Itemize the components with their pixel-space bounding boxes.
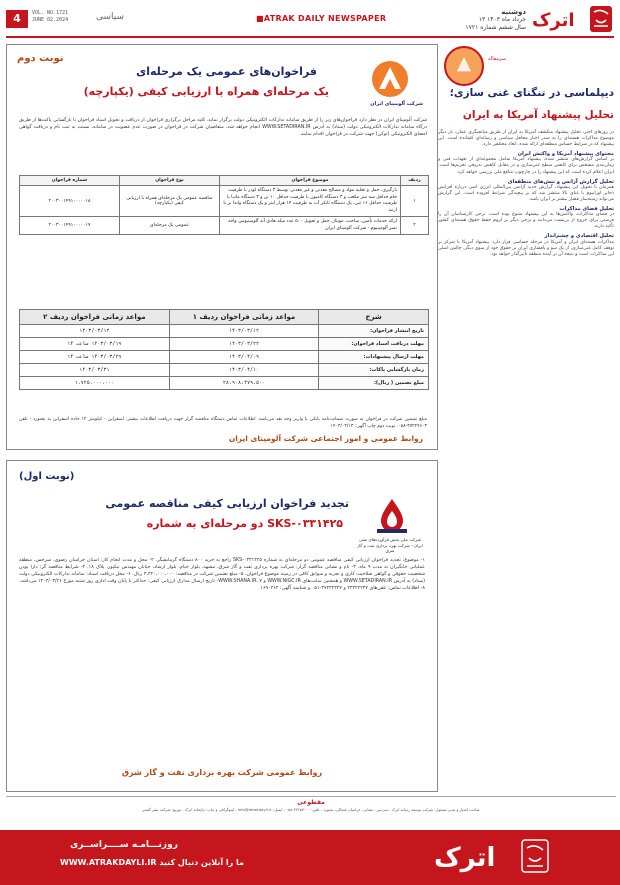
table-header-row: [20, 310, 429, 325]
ad2-company-name: شرکت ملی پخش فرآورده‌های نفتی ایران - شرکت بهره برداری نفت و گاز شرق: [357, 537, 423, 553]
section-name: سیاسی: [96, 12, 125, 22]
page-number: 4: [6, 10, 28, 28]
row-index: ۲: [401, 217, 429, 235]
sched-r1: ۲۸،۹۰۸،۴۷۹،۵۰۰: [169, 377, 319, 390]
banner-tagline: روزنـــامـه ســــراســری: [70, 840, 178, 850]
tender-ad-gas: [6, 460, 438, 792]
sched-col-desc: شرح: [319, 310, 429, 325]
col-type: نوع فراخوان: [120, 176, 220, 186]
ad1-intro: شرکت آلومینای ایران در نظر دارد فراخوان‌های زیر را از طریق سامانه تدارکات الکترونیکی دولت برگزار نماید. کلیه مراحل برگزاری فراخوان از دریافت و تحویل اسناد فراخوان تا بازگشایی پاکت‌ها از طریق درگاه سامانه تدارکات الکترونیکی دولت (ستاد) به آدرس WWW.SETADIRAN.IR انجام خواهد شد. متقاضیان شرکت در فراخوان در صورت عدم عضویت در سامانه، نسبت به ثبت نام و دریافت گواهی امضای الکترونیکی (توکن) جهت شرکت در فراخوان اقدام نمایند.: [19, 118, 427, 137]
ad2-title-line2: دو مرحله‌ای به شماره SKS-۰۳۳۱۴۲۵: [146, 517, 343, 530]
table-row: [20, 364, 429, 377]
editorial-article: [438, 44, 614, 815]
page-header: [6, 4, 614, 38]
alumina-logo-icon: [361, 59, 419, 99]
article-kicker: سرمقاله: [488, 56, 506, 62]
banner-logo-text: اترک: [434, 843, 496, 873]
volume-info: [32, 10, 68, 24]
gas-company-logo-icon: [369, 495, 415, 535]
table-row: [20, 217, 429, 235]
imprint-text: صاحب امتیاز و مدیر مسئول: شرکت توسعه رسانه اترک - سردبیر - نشانی: خراسان شمالی، بجنورد - تلفن: ۳۲۲۵۷۰۰۰-۰۵۸ - ایمیل: info@atrakdayli.ir - لیتوگرافی و چاپ: چاپخانه اترک - توزیع: شرکت نشر گستر: [142, 807, 480, 812]
issue-date: [465, 8, 526, 32]
sched-r1: ۱۴۰۳/۰۳/۱۲: [169, 325, 319, 338]
ad2-round-label: (نوبت اول): [19, 471, 75, 482]
atrak-logo-icon: [530, 4, 614, 36]
row-number: ۲۰۰۳۰۰۱۴۹۱۰۰۰۰۰۱۷: [20, 217, 120, 235]
table-row: [20, 186, 429, 217]
ad1-tender-table: [19, 175, 429, 235]
sched-r2: ۱۴۰۳/۰۳/۳۱: [20, 364, 170, 377]
table-row: [20, 351, 429, 364]
imprint: [6, 796, 616, 826]
article-subhead-1: محتوای پیشنهاد آمریکا و واکنش ایران: [517, 151, 614, 158]
article-paragraph-3: در فضای مذاکرات، واکنش‌ها به این پیشنهاد متنوع بوده است. برخی کارشناسان آن را فرصتی برای خروج از بن‌بست می‌دانند و برخی دیگر بر لزوم حفظ حقوق هسته‌ای کشور تأکید دارند.: [438, 212, 614, 230]
table-row: [20, 338, 429, 351]
article-paragraph-1: بر اساس گزارش‌های منتشر شده، پیشنهاد آمریکا شامل مجموعه‌ای از تعهدات فنی و زمان‌بندی مشخص برای کاهش سطح غنی‌سازی و در مقابل کاهش تدریجی تحریم‌ها است. ایران اعلام کرده است که این پیشنهاد را در چارچوب منافع ملی بررسی خواهد کرد.: [438, 157, 614, 175]
row-number: ۲۰۰۳۰۰۱۴۹۱۰۰۰۰۰۱۸: [20, 186, 120, 217]
row-subject: ارائه خدمات تأمین، ساخت، مونتاژ، حمل و تحویل ۵۰۰ عدد میله هادی آند آلومینیومی واحد تمیز آلومینیوم - شرکت آلومینای ایران: [220, 217, 401, 235]
row-type: مناقصه عمومی یک مرحله‌ای همراه با ارزیابی کیفی (یکپارچه): [120, 186, 220, 217]
article-body: [438, 130, 614, 258]
article-subhead-2: تحلیل گزارش آژانس و تنش‌های منطقه‌ای: [507, 178, 614, 185]
article-title-line2: تحلیل پیشنهاد آمریکا به ایران: [462, 109, 614, 121]
sched-r1: ۱۴۰۳/۰۳/۲۲: [169, 338, 319, 351]
sched-r2: ۱۴۰۳/۰۳/۲۹ ساعت ۱۴: [20, 351, 170, 364]
ad1-schedule-table: [19, 309, 429, 390]
article-paragraph-2: همزمان با تحویل این پیشنهاد، گزارش جدید آژانس بین‌المللی انرژی اتمی درباره افزایش ذخایر اورانیوم با غنای بالا منتشر شد که بر پیچیدگی شرایط افزوده است. این گزارش می‌تواند زمینه‌ساز فشار بیشتر بر ایران باشد.: [438, 184, 614, 202]
ad1-title-line1: فراخوان‌های عمومی یک مرحله‌ای: [136, 65, 317, 78]
issue-number: سال ششم شماره ۱۷۲۱: [465, 24, 526, 31]
sched-col-r2: مواعد زمانی فراخوان ردیف ۲: [20, 310, 170, 325]
ad2-footer: روابط عمومی شرکت بهره برداری نفت و گاز شرق: [121, 768, 323, 777]
row-type: عمومی یک مرحله‌ای: [120, 217, 220, 235]
sched-r2: ۱۴۰۳/۰۳/۱۹ ساعت ۱۴: [20, 338, 170, 351]
sched-r2: ۱۴۰۳/۰۳/۱۲: [20, 325, 170, 338]
weekday: دوشنبه: [501, 8, 526, 16]
article-title-line1: دیپلماسی در تنگنای غنی سازی؛: [449, 87, 614, 99]
ad1-round-label: نوبت دوم: [17, 53, 64, 64]
article-paragraph-4: مذاکرات هسته‌ای ایران و آمریکا در مرحله حساسی قرار دارد. پیشنهاد آمریکا با تمرکز بر توقف کامل غنی‌سازی، از یک سو و پافشاری ایران بر حقوق خود از سوی دیگر، چالش اصلی این مذاکرات است و نتیجه آن بر آینده منطقه تأثیرگذار خواهد بود.: [438, 239, 614, 257]
ad1-title-line2: یک مرحله‌ای همراه با ارزیابی کیفی (یکپارچه): [83, 85, 329, 98]
banner-logo-icon: [430, 834, 550, 880]
date-fa: ۱۳ خرداد ماه ۱۴۰۳: [478, 16, 526, 23]
volume-date: JUNE 02.2024: [32, 17, 69, 23]
col-subject: موضوع فراخوان: [220, 176, 401, 186]
editorial-badge-icon: [444, 46, 484, 86]
header-logo-text: اترک: [532, 10, 575, 31]
ad2-body: ۱- موضوع: تجدید فراخوان ارزیابی کیفی مناقصه عمومی دو مرحله‌ای به شماره SKS-۰۳۳۱۴۲۵ راجع به خرید ۸۰۰ دستگاه گرمایشگر. ۲- محل و مدت انجام کار: استان خراسان رضوی، سرخس، منطقه عملیاتی خانگیران به مدت ۹ ماه. ۳- نام و نشانی مناقصه گزار: شرکت بهره برداری نفت و گاز شرق، مشهد، بلوار خیام، بلوار ارشاد، خیابان مهندس نیکپور، پلاک ۱۸. ۴- شرایط مناقصه گر: دارا بودن شخصیت حقوقی و گواهی صلاحیت کاری و تجربه و سوابق کافی در زمینه موضوع فراخوان. ۵- مبلغ تضمین شرکت در مناقصه: ۳،۴۲۰،۰۰۰،۰۰۰ ریال. ۶- محل دریافت اسناد: سامانه تدارکات الکترونیکی دولت (ستاد) به آدرس WWW.SETADIRAN.IR و همچنین سایت‌های WWW.NIGC.IR و WWW.SHANA.IR. ۷- تاریخ ارسال مدارک ارزیابی کیفی: حداکثر تا پایان وقت اداری روز شنبه مورخ ۱۴۰۳/۰۳/۲۶ می‌باشد. ۸- اطلاعات تماس: تلفن‌های ۲۳۲۲۲۲۳۷ و ۳۷۲۳۲۲۲۷-۰۵۱ و شناسه آگهی: ۱۶۹۰۳۶۲: [19, 558, 426, 592]
col-index: ردیف: [401, 176, 429, 186]
table-row: [20, 325, 429, 338]
sched-label: مبلغ تضمین ( ریال):: [319, 377, 429, 390]
row-index: ۱: [401, 186, 429, 217]
volume-number: VOL. NO.1721: [32, 10, 69, 16]
imprint-title: مقطوعی: [297, 799, 325, 806]
sched-r2: ۱،۷۲۵،۰۰۰،۰۰۰: [20, 377, 170, 390]
sched-label: زمان بازگشایی پاکات:: [319, 364, 429, 377]
sched-label: مهلت ارسال پیشنهادات:: [319, 351, 429, 364]
sched-label: مهلت دریافت اسناد فراخوان:: [319, 338, 429, 351]
article-subhead-3: تحلیل فضای مذاکرات: [559, 206, 614, 213]
table-row: [20, 377, 429, 390]
article-subhead-4: تحلیل اقتصادی و چشم‌انداز: [544, 233, 614, 240]
sched-label: تاریخ انتشار فراخوان:: [319, 325, 429, 338]
ad1-footer: روابط عمومی و امور اجتماعی شرکت آلومینای ایران: [228, 434, 423, 443]
ad2-title-line1: تجدید فراخوان ارزیابی کیفی مناقصه عمومی: [105, 497, 349, 510]
ad1-company-name: شرکت آلومینای ایران: [370, 101, 423, 107]
tender-ad-alumina: [6, 44, 438, 450]
banner-website-link[interactable]: WWW.ATRAKDAYLI.IR ما را آنلاین دنبال کنید: [60, 858, 244, 867]
article-lead: در روزهای اخیر، تحلیل پیشنهاد منکشف آمریکا به ایران از طریق میانجیگری عمان، بار دیگر موضوع مذاکرات هسته‌ای را به صدر اخبار محافل سیاسی و رسانه‌ای کشانده است. این پیشنهاد که در شرایط حساس منطقه‌ای ارائه شده، ابعاد مختلفی دارد.: [438, 130, 614, 148]
sched-r1: ۱۴۰۳/۰۴/۰۹: [169, 351, 319, 364]
sched-col-r1: مواعد زمانی فراخوان ردیف ۱: [169, 310, 319, 325]
sched-r1: ۱۴۰۳/۰۴/۱۰: [169, 364, 319, 377]
ad1-notes: مبلغ تضمین شرکت در فراخوان به صورت ضمانت‌نامه بانکی یا واریز وجه نقد می‌باشد. اطلاعات تماس دستگاه مناقصه گزار جهت دریافت اطلاعات بیشتر: اسفراین - کیلومتر ۱۲ جاده اسفراین به بجنورد - تلفن ۳۷۲۲۴۶۰۳-۰۵۸. نوبت دوم چاپ آگهی: ۱۴۰۳/۰۳/۱۳: [19, 417, 427, 429]
table-header-row: [20, 176, 429, 186]
col-number: شماره فراخوان: [20, 176, 120, 186]
row-subject: بارگیری، حمل و تخلیه مواد و مصالح معدنی و غیر معدنی توسط ۳ دستگاه لودر با ظرفیت جام حداقل سه متر مکعب و ۳ دستگاه کامیون با ظرفیت حداقل ۱۰ تن و ۳ دستگاه مادیا با ظرفیت حداقل ۱۶ تنی، یک دستگاه تانکر آب به ظرفیت ۱۴ هزار لیتر و یک دستگاه واندا بر با ارتبه: [220, 186, 401, 217]
newspaper-name-en: ■ATRAK DAILY NEWSPAPER: [256, 14, 387, 23]
footer-banner: [0, 830, 620, 885]
